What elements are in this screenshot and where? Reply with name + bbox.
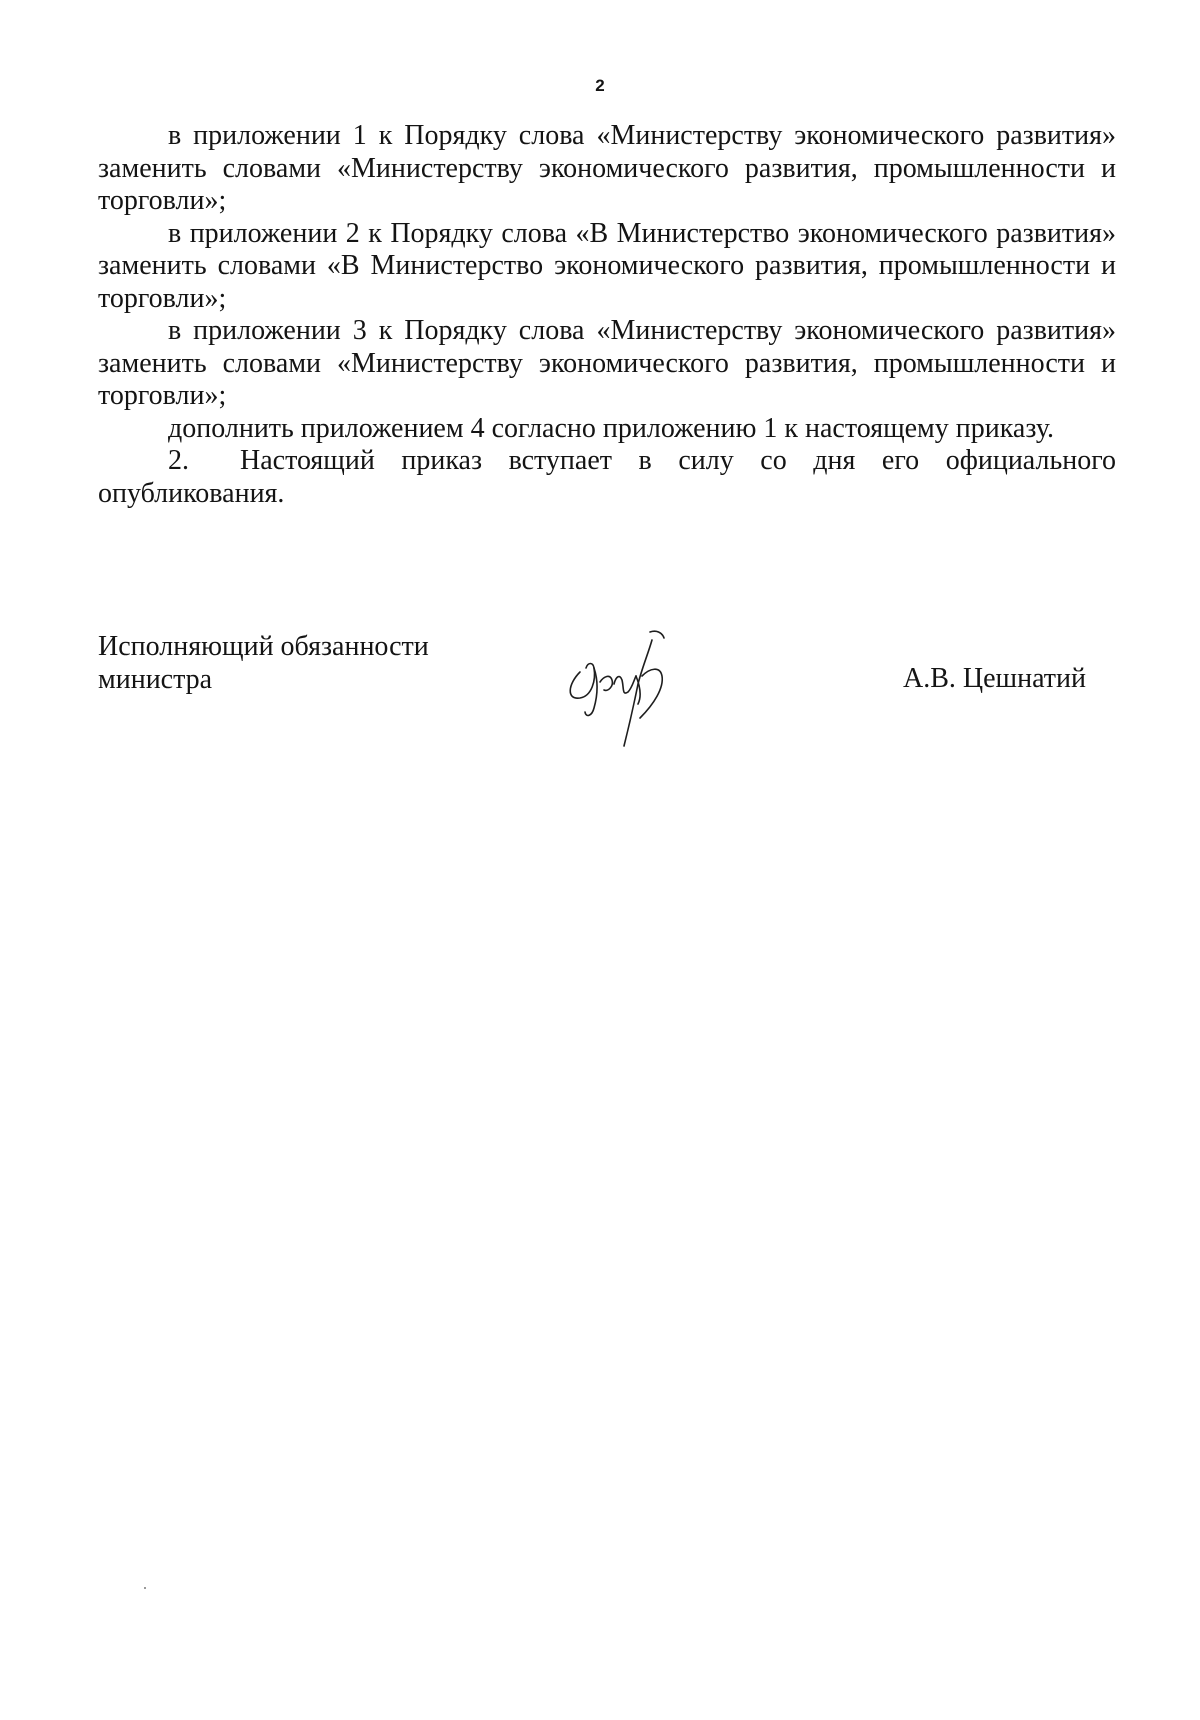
signer-title — [98, 630, 429, 696]
document-body — [98, 120, 1116, 510]
amendment-paragraph: в приложении 1 к Порядку слова «Министерству экономического развития» заменить словами «Министерству экономического развития, промышленности и торговли»; — [98, 120, 1116, 216]
item-2-paragraph — [98, 445, 1116, 510]
amendment-paragraph: дополнить приложением 4 согласно приложению 1 к настоящему приказу. — [168, 412, 1055, 444]
item-text: Настоящий приказ вступает в силу со дня его официального опубликования. — [98, 445, 1116, 509]
page-number: 2 — [595, 76, 605, 95]
signer-name: А.В. Цешнатий — [903, 663, 1086, 694]
amendment-paragraph: в приложении 3 к Порядку слова «Министерству экономического развития» заменить словами «Министерству экономического развития, промышленности и торговли»; — [98, 315, 1116, 411]
signature-block — [98, 630, 1116, 770]
handwritten-signature — [558, 622, 688, 752]
item-number: 2. — [168, 445, 189, 476]
signer-title-line2: министра — [98, 664, 213, 695]
signer-title-line1: Исполняющий обязанности — [98, 631, 429, 662]
amendment-paragraph: в приложении 2 к Порядку слова «В Министерство экономического развития» заменить словами «В Министерство экономического развития, промышленности и торговли»; — [98, 217, 1116, 314]
scan-artifact-dot — [144, 1587, 146, 1589]
